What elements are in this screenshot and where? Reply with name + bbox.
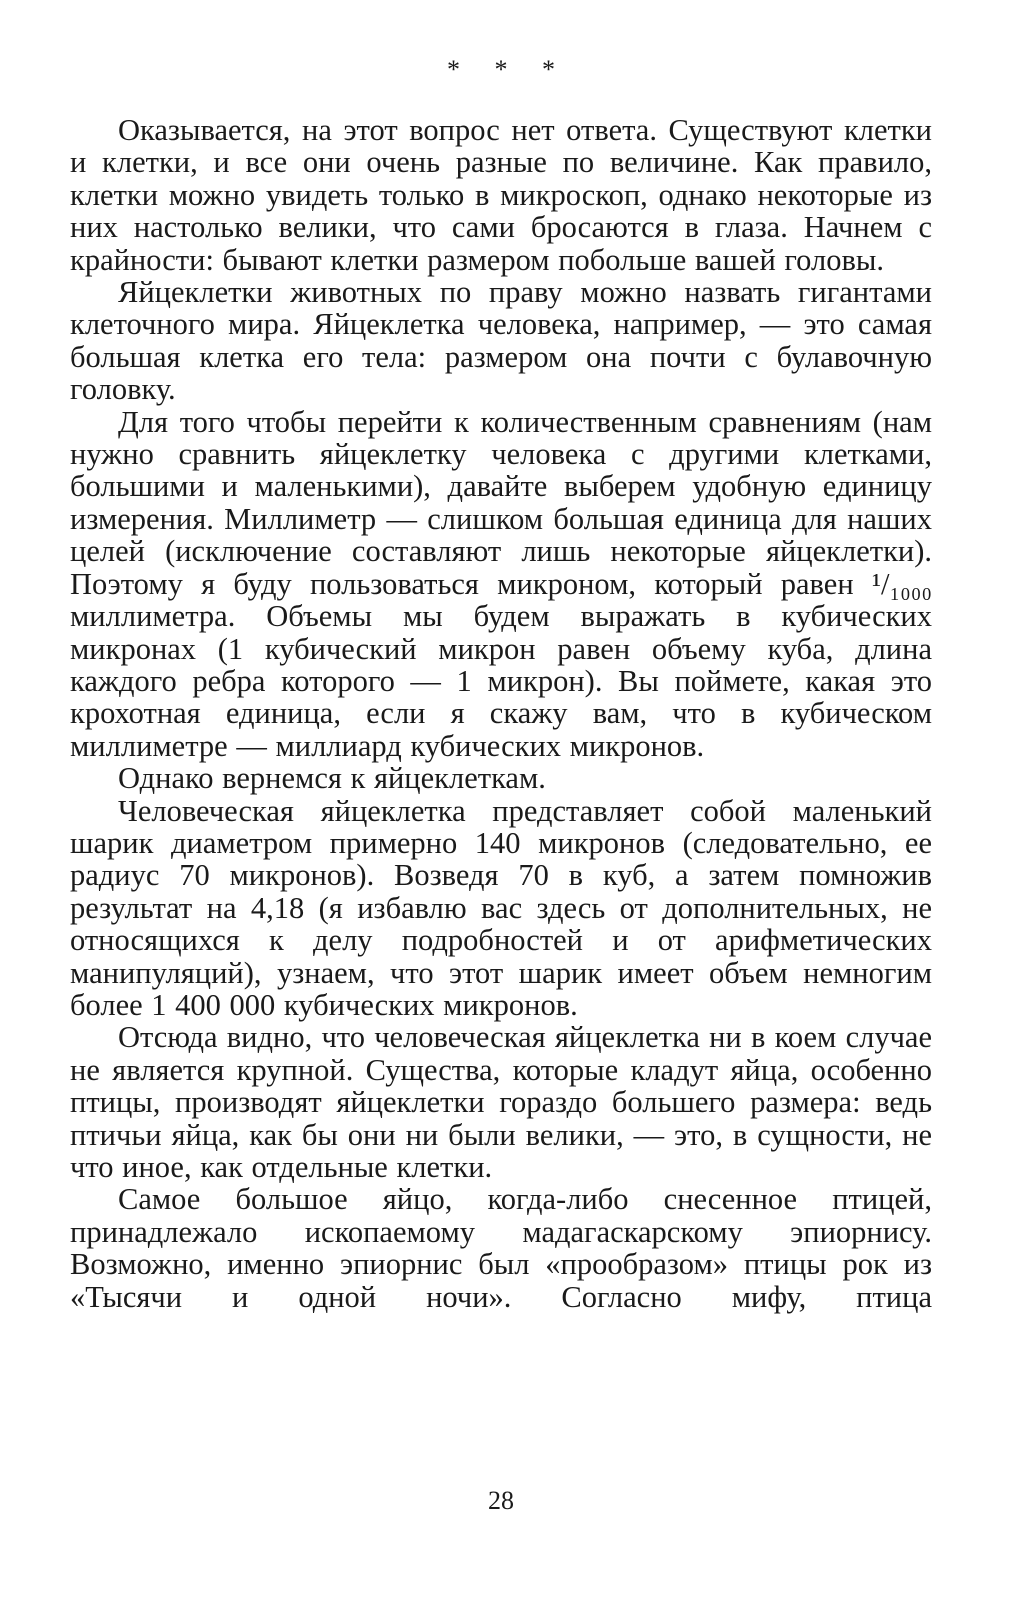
paragraph-3: Для того чтобы перейти к количественным сравнениям (нам нужно сравнить яйцеклетку человека с другими клетками, большими и маленькими), давайте выберем удобную единицу измерения. Миллиметр — слишком большая единица для наших целей (исключение составляют лишь некоторые яйцеклетки). Поэтому я буду пользоваться микроном, который равен ¹/₁₀₀₀ миллиметра. Объемы мы будем выражать в кубических микронах (1 кубический микрон равен объему куба, длина каждого ребра которого — 1 микрон). Вы поймете, какая это крохотная единица, если я скажу вам, что в кубическом миллиметре — миллиард кубических микронов.	[70, 404, 932, 763]
paragraph-4: Однако вернемся к яйцеклеткам.	[118, 761, 546, 796]
paragraph-2: Яйцеклетки животных по праву можно назвать гигантами клеточного мира. Яйцеклетка человека, например, — это самая большая клетка его тела: размером она почти с булавочную головку.	[70, 275, 932, 407]
page-number: 28	[488, 1486, 514, 1515]
paragraph-5: Человеческая яйцеклетка представляет собой маленький шарик диаметром примерно 140 микронов (следовательно, ее радиус 70 микронов). Возведя 70 в куб, а затем помножив результат на 4,18 (я избавлю вас здесь от дополнительных, не относящихся к делу подробностей и от арифметических манипуляций), узнаем, что этот шарик имеет объем немногим более 1 400 000 кубических микронов.	[70, 793, 932, 1022]
paragraph-6: Отсюда видно, что человеческая яйцеклетка ни в коем случае не является крупной. Существа, которые кладут яйца, особенно птицы, производят яйцеклетки гораздо большего размера: ведь птичьи яйца, как бы они ни были велики, — это, в сущности, не что иное, как отдельные клетки.	[70, 1020, 932, 1184]
book-page	[70, 40, 932, 1560]
body-text	[70, 114, 932, 1313]
paragraph-1: Оказывается, на этот вопрос нет ответа. Существуют клетки и клетки, и все они очень разные по величине. Как правило, клетки можно увидеть только в микроскоп, однако некоторые из них настолько велики, что сами бросаются в глаза. Начнем с крайности: бывают клетки размером побольше вашей головы.	[70, 113, 932, 277]
section-ornament: * * *	[447, 55, 569, 84]
paragraph-7: Самое большое яйцо, когда-либо снесенное птицей, принадлежало ископаемому мадагаскарскому эпиорнису. Возможно, именно эпиорнис был «прообразом» птицы рок из «Тысячи и одной ночи». Согласно мифу, птица	[70, 1182, 932, 1314]
